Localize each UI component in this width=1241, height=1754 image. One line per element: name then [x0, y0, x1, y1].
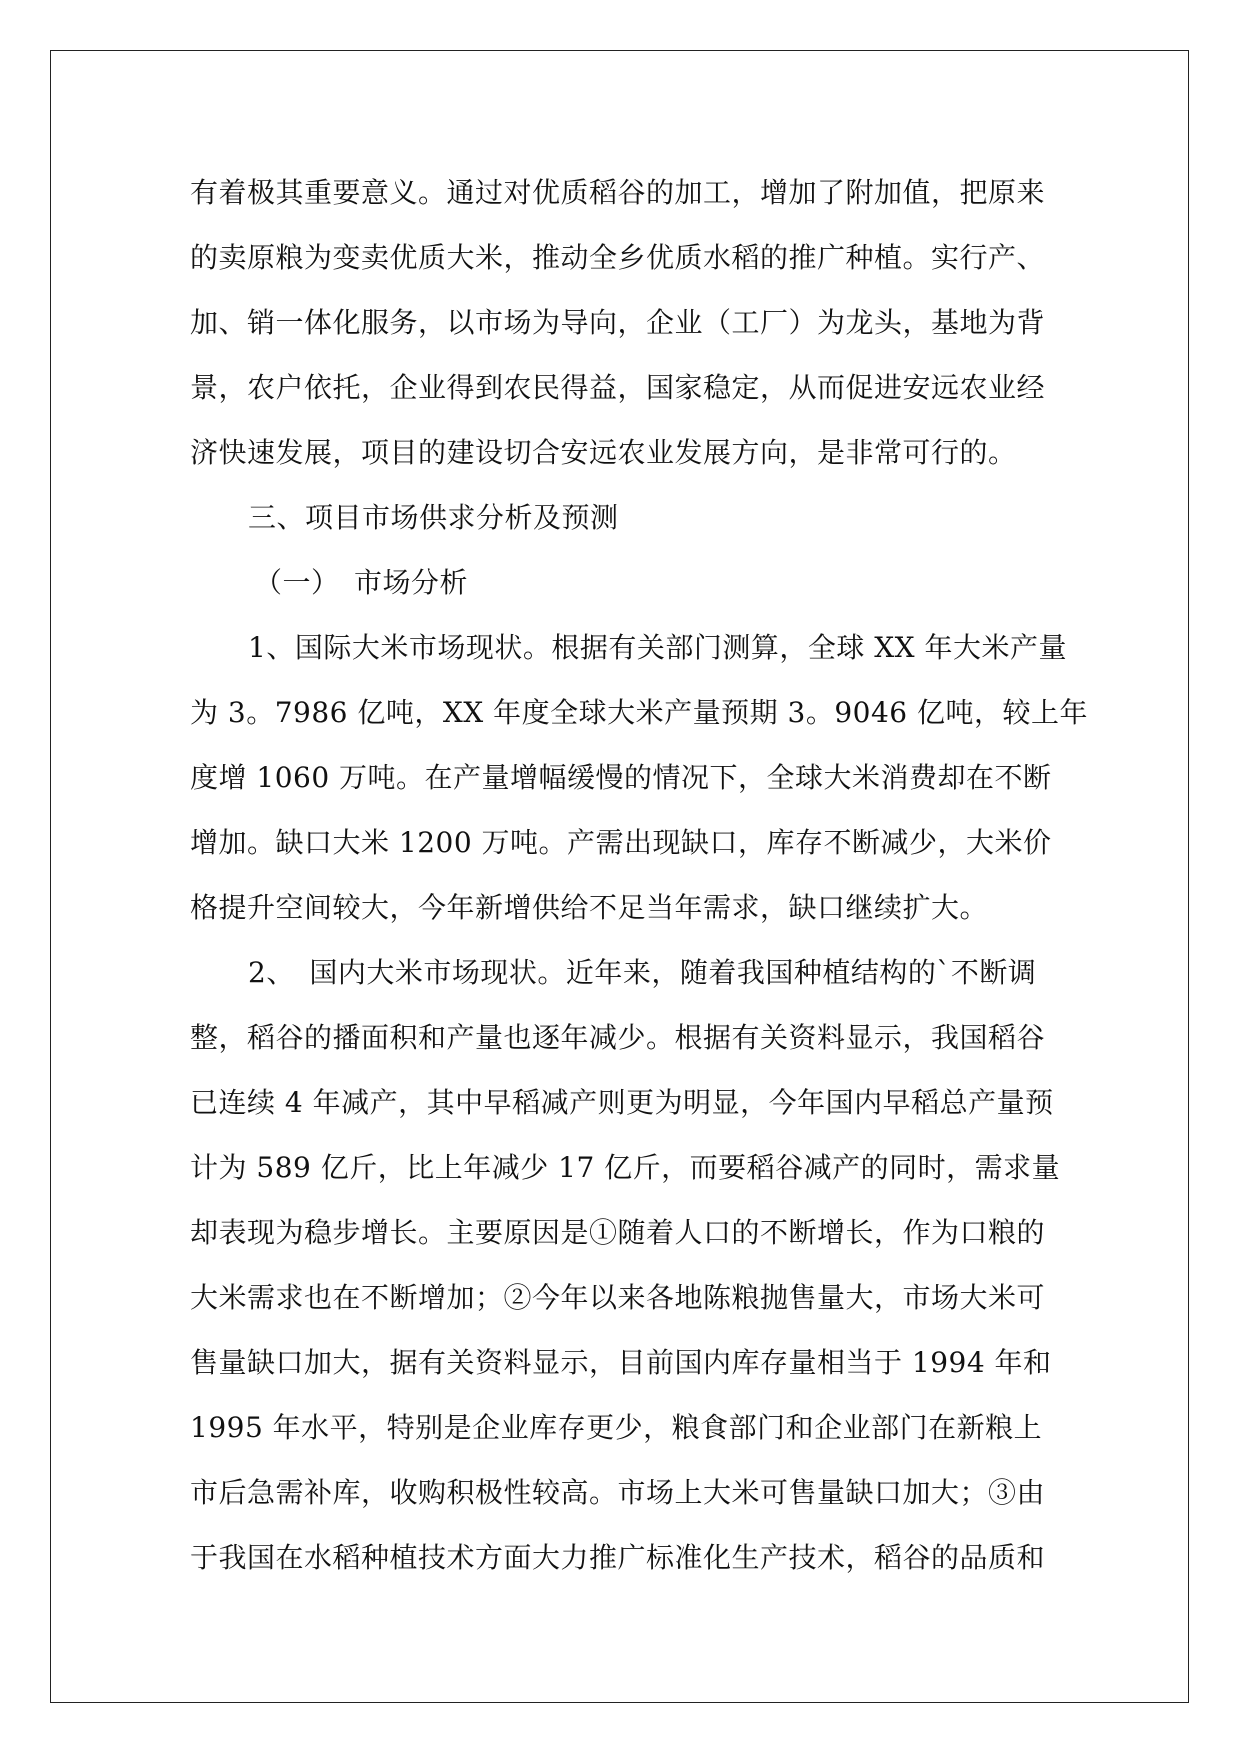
paragraph-line: 已连续 4 年减产，其中早稻减产则更为明显，今年国内早稻总产量预 — [190, 1086, 1054, 1119]
paragraph-line: 加、销一体化服务，以市场为导向，企业（工厂）为龙头，基地为背 — [190, 306, 1046, 339]
paragraph-line: 有着极其重要意义。通过对优质稻谷的加工，增加了附加值，把原来 — [190, 176, 1046, 209]
paragraph-line: 计为 589 亿斤，比上年减少 17 亿斤，而要稻谷减产的同时，需求量 — [190, 1151, 1061, 1184]
paragraph-line: 1995 年水平，特别是企业库存更少，粮食部门和企业部门在新粮上 — [190, 1411, 1043, 1444]
subsection-heading: （一） 市场分析 — [254, 566, 469, 599]
paragraph-line: 售量缺口加大，据有关资料显示，目前国内库存量相当于 1994 年和 — [190, 1346, 1052, 1379]
document-body — [190, 160, 1089, 1590]
paragraph-line: 度增 1060 万吨。在产量增幅缓慢的情况下，全球大米消费却在不断 — [190, 761, 1052, 794]
paragraph-line: 景，农户依托，企业得到农民得益，国家稳定，从而促进安远农业经 — [190, 371, 1046, 404]
paragraph-line: 于我国在水稻种植技术方面大力推广标准化生产技术，稻谷的品质和 — [190, 1541, 1046, 1574]
paragraph-line: 2、 国内大米市场现状。近年来，随着我国种植结构的`不断调 — [248, 956, 1037, 989]
paragraph-line: 却表现为稳步增长。主要原因是①随着人口的不断增长，作为口粮的 — [190, 1216, 1046, 1249]
paragraph-line: 为 3。7986 亿吨，XX 年度全球大米产量预期 3。9046 亿吨，较上年 — [190, 696, 1089, 729]
paragraph-line: 济快速发展，项目的建设切合安远农业发展方向，是非常可行的。 — [190, 436, 1017, 469]
paragraph-line: 1、国际大米市场现状。根据有关部门测算，全球 XX 年大米产量 — [248, 631, 1067, 664]
paragraph-line: 大米需求也在不断增加；②今年以来各地陈粮抛售量大，市场大米可 — [190, 1281, 1046, 1314]
section-heading: 三、项目市场供求分析及预测 — [248, 501, 619, 534]
paragraph-line: 增加。缺口大米 1200 万吨。产需出现缺口，库存不断减少，大米价 — [190, 826, 1052, 859]
paragraph-line: 市后急需补库，收购积极性较高。市场上大米可售量缺口加大；③由 — [190, 1476, 1046, 1509]
paragraph-line: 整，稻谷的播面积和产量也逐年减少。根据有关资料显示，我国稻谷 — [190, 1021, 1046, 1054]
paragraph-line: 的卖原粮为变卖优质大米，推动全乡优质水稻的推广种植。实行产、 — [190, 241, 1046, 274]
paragraph-line: 格提升空间较大，今年新增供给不足当年需求，缺口继续扩大。 — [190, 891, 989, 924]
